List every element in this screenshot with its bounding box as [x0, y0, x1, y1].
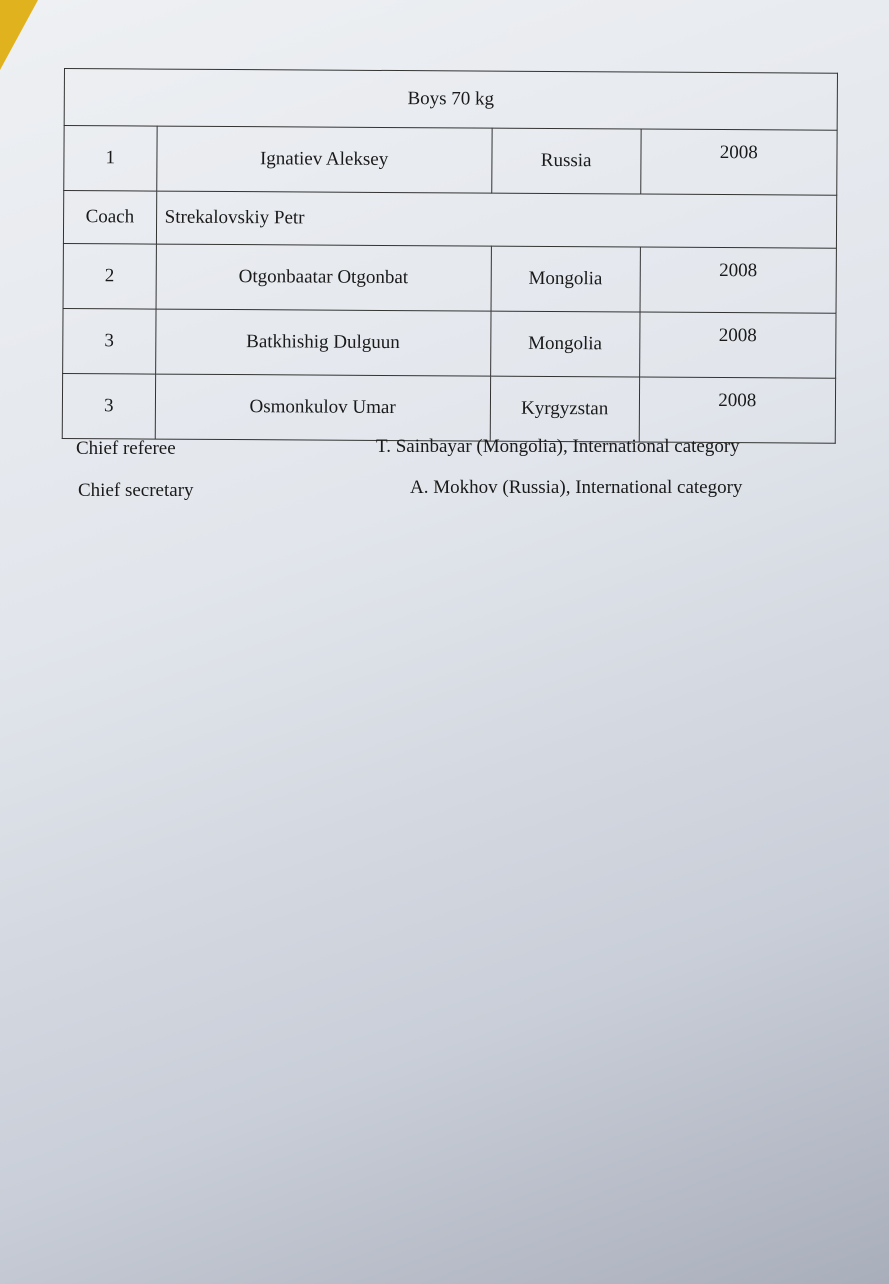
athlete-name-cell: Batkhishig Dulguun — [155, 309, 491, 376]
weight-category-title: Boys 70 kg — [64, 69, 837, 131]
coach-row — [63, 191, 836, 249]
athlete-name-cell: Ignatiev Aleksey — [156, 126, 492, 193]
country-cell: Kyrgyzstan — [490, 376, 639, 442]
chief-secretary-name: A. Mokhov (Russia), International category — [410, 477, 743, 498]
athlete-name-cell: Osmonkulov Umar — [155, 374, 491, 441]
coach-name-cell: Strekalovskiy Petr — [156, 191, 837, 248]
birth-year-cell: 2008 — [640, 129, 837, 195]
birth-year-cell: 2008 — [640, 247, 837, 313]
place-cell: 2 — [63, 243, 156, 309]
country-cell: Russia — [491, 128, 640, 194]
table-row — [62, 373, 835, 443]
table-title-row — [64, 69, 837, 131]
country-cell: Mongolia — [490, 311, 639, 377]
coach-label-cell: Coach — [63, 191, 156, 245]
place-cell: 3 — [62, 373, 155, 439]
birth-year-cell: 2008 — [639, 312, 836, 378]
table-row — [63, 308, 836, 378]
results-table — [62, 68, 838, 444]
chief-referee-name: T. Sainbayar (Mongolia), International category — [376, 436, 740, 457]
place-cell: 1 — [64, 126, 157, 192]
chief-secretary-label: Chief secretary — [78, 480, 194, 501]
table-row — [64, 126, 837, 196]
country-cell: Mongolia — [491, 246, 640, 312]
birth-year-cell: 2008 — [639, 377, 836, 443]
place-cell: 3 — [63, 308, 156, 374]
chief-referee-label: Chief referee — [76, 438, 176, 459]
table-row — [63, 243, 836, 313]
athlete-name-cell: Otgonbaatar Otgonbat — [156, 244, 492, 311]
